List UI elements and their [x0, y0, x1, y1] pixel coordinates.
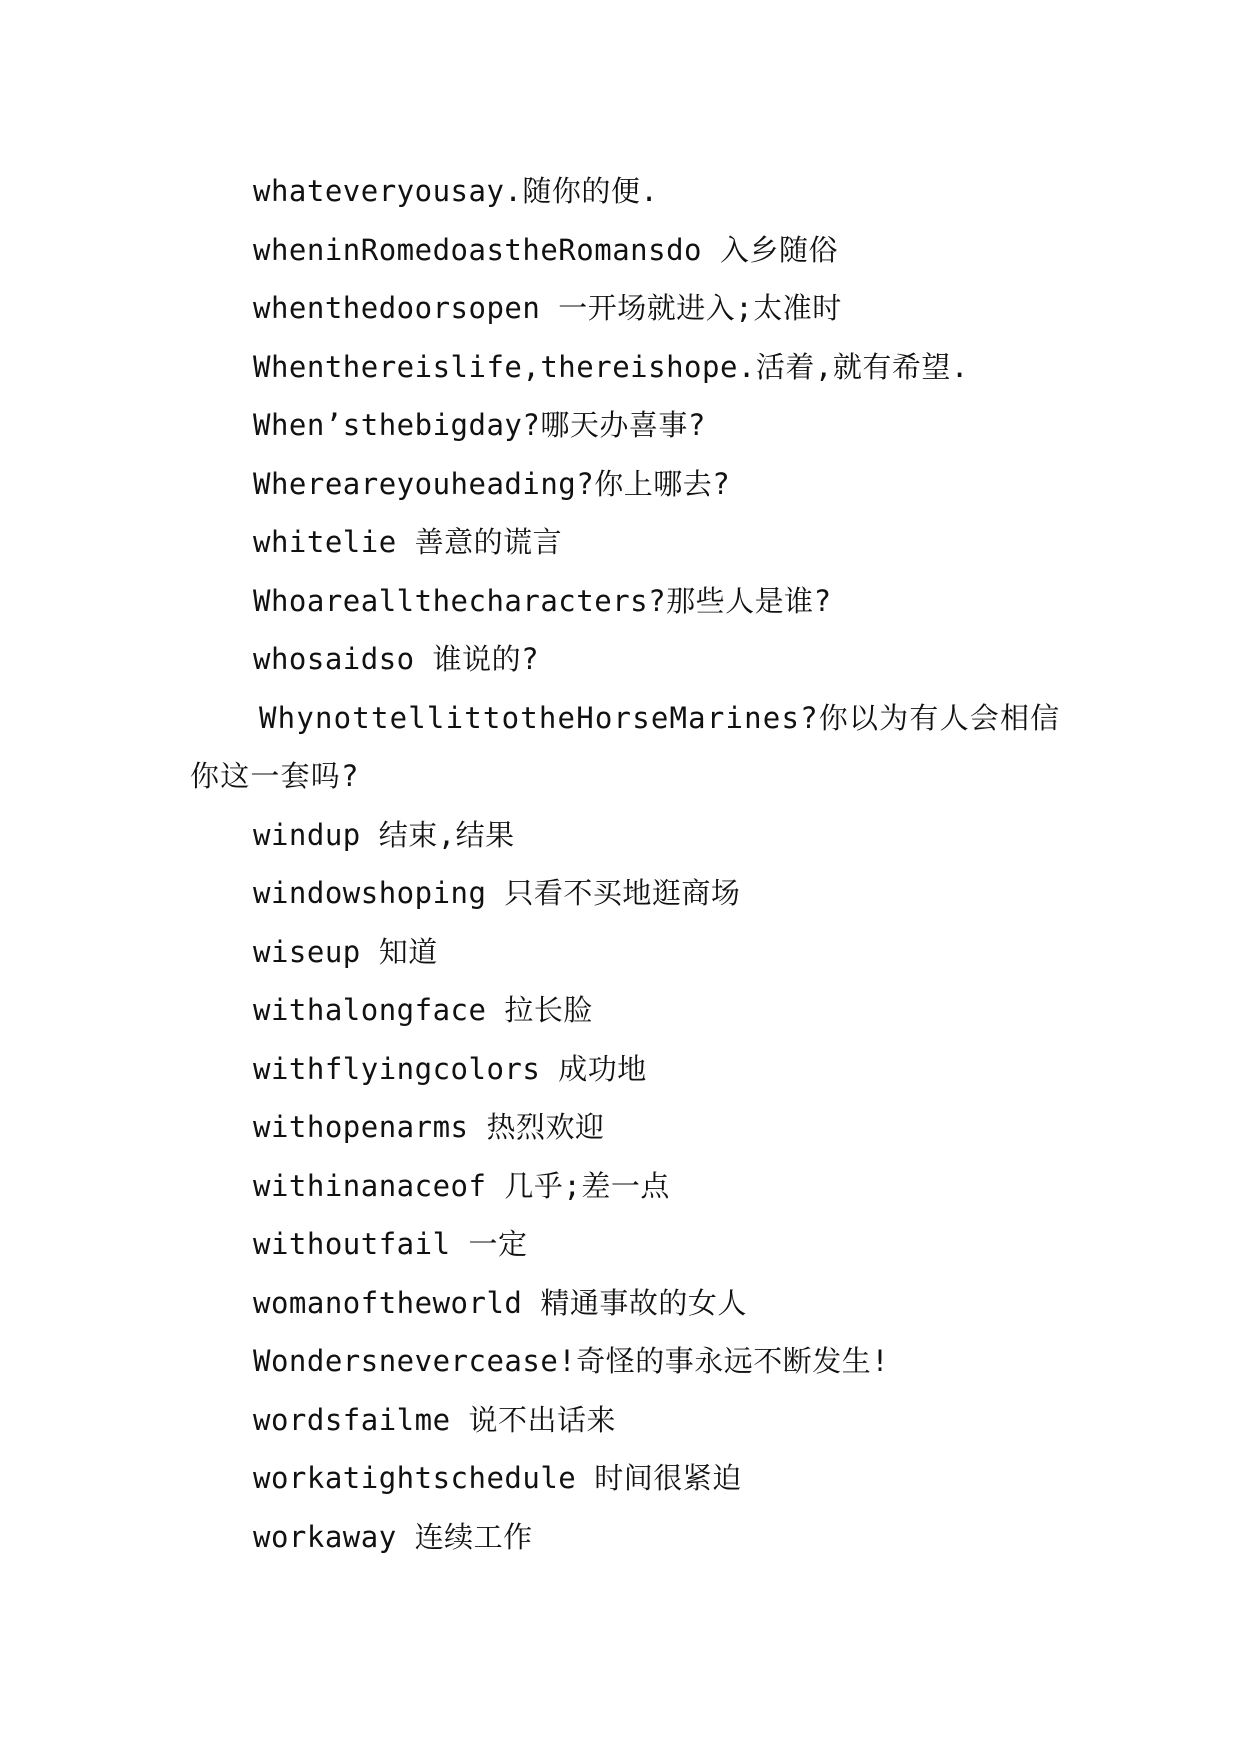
list-item: windup 结束,结果 [253, 817, 515, 852]
list-item: whitelie 善意的谎言 [253, 525, 563, 559]
phrase-list [190, 162, 1070, 1566]
list-item: Whenthereislife,thereishope.活着,就有希望. [253, 349, 969, 384]
list-item: withoutfail 一定 [253, 1227, 528, 1261]
list-item: Whereareyouheading?你上哪去? [253, 466, 731, 501]
list-item: whateveryousay.随你的便. [253, 174, 659, 208]
list-item: womanoftheworld 精通事故的女人 [253, 1285, 747, 1320]
list-item: wheninRomedoastheRomansdo 入乡随俗 [253, 232, 838, 267]
list-item: Wondersnevercease!奇怪的事永远不断发生! [253, 1344, 890, 1378]
list-item: withflyingcolors 成功地 [253, 1051, 647, 1086]
list-item: WhynottellittotheHorseMarines?你以为有人会相信你这一套吗? [190, 700, 1061, 793]
list-item: withinanaceof 几乎;差一点 [253, 1168, 670, 1203]
list-item: withalongface 拉长脸 [253, 993, 593, 1027]
list-item: withopenarms 热烈欢迎 [253, 1110, 605, 1144]
list-item: whenthedoorsopen 一开场就进入;太准时 [253, 291, 842, 325]
list-item: wiseup 知道 [253, 934, 438, 969]
list-item: workaway 连续工作 [253, 1519, 533, 1554]
list-item: whosaidso 谁说的? [253, 642, 540, 676]
list-item: wordsfailme 说不出话来 [253, 1402, 617, 1437]
list-item: When’sthebigday?哪天办喜事? [253, 408, 706, 442]
list-item: windowshoping 只看不买地逛商场 [253, 876, 741, 910]
list-item: workatightschedule 时间很紧迫 [253, 1461, 742, 1495]
list-item: Whoareallthecharacters?那些人是谁? [253, 583, 832, 618]
